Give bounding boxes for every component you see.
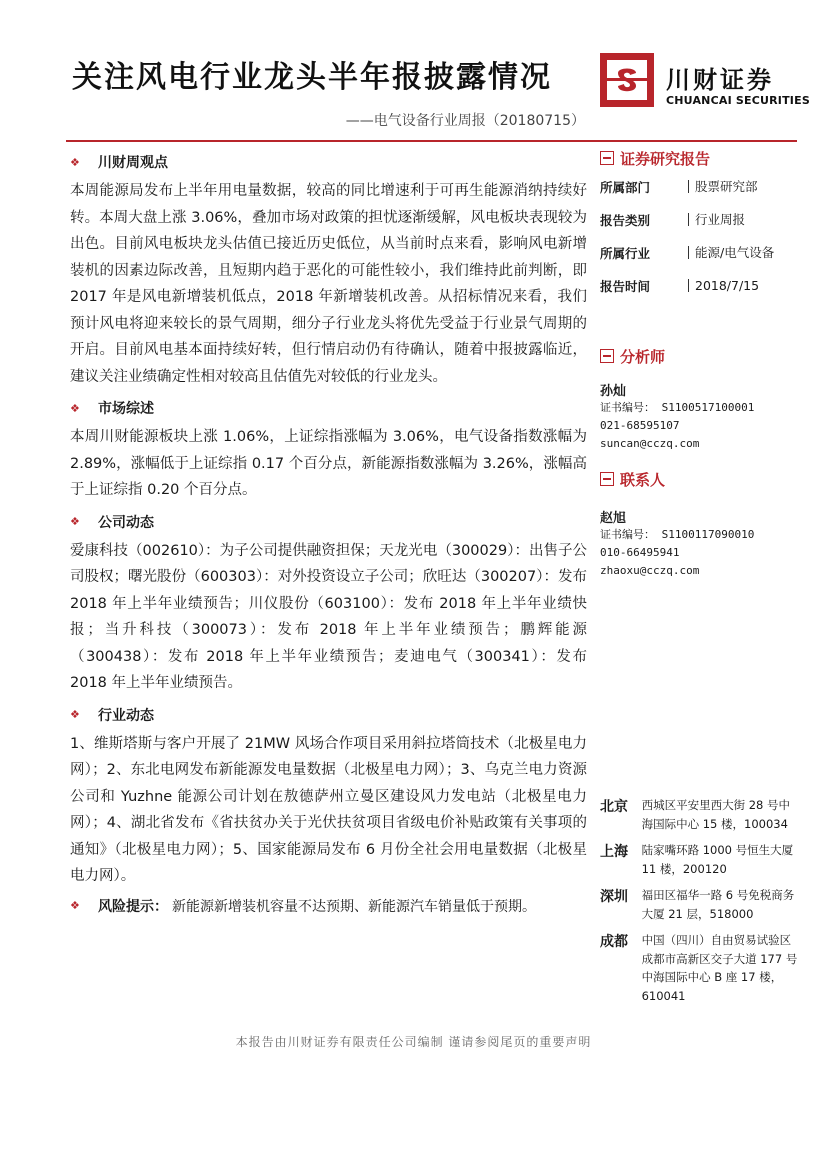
market-paragraph: 本周川财能源板块上涨 1.06%，上证综指涨幅为 3.06%，电气设备指数涨幅为 2.89%，涨幅低于上证综指 0.17 个百分点，新能源指数涨幅为 3.26%，涨幅高于上证综指 0.20 个百分点。	[70, 429, 587, 498]
sidebar-heading-text: 证券研究报告	[620, 149, 711, 168]
analyst-heading	[600, 344, 800, 368]
sidebar-heading-text: 分析师	[620, 347, 666, 366]
section-title: 行业动态	[98, 707, 154, 724]
analyst-phone: 021-68595107	[600, 419, 680, 432]
office-address: 西城区平安里西大街 28 号中海国际中心 15 楼，100034	[641, 798, 791, 831]
analyst-email[interactable]: suncan@cczq.com	[600, 437, 700, 450]
office-shanghai	[600, 841, 800, 878]
office-address: 陆家嘴环路 1000 号恒生大厦 11 楼，200120	[641, 843, 794, 876]
report-subtitle: ——电气设备行业周报（20180715）	[345, 113, 585, 129]
risk-warning	[70, 896, 587, 916]
analyst-icon	[600, 349, 614, 363]
section-title: 川财周观点	[98, 155, 168, 171]
industry-paragraph: 1、维斯塔斯与客户开展了 21MW 风场合作项目采用斜拉塔筒技术（北极星电力网）；2、东北电网发布新能源发电量数据（北极星电力网）；3、乌克兰电力资源公司和 Yuzhne 能源公司计划在敖德萨州立曼区建设风力发电站（北极星电力网）；4、湖北省发布《省扶贫办关于光伏扶贫项目省级电价补贴政策有关事项的通知》（北极星电力网）；5、国家能源局发布 6 月份全社会用电量数据（北极星电力网）。	[70, 735, 587, 884]
contact-cert: 证书编号： S1100117090010	[600, 528, 755, 541]
info-row-industry	[600, 236, 800, 269]
chuancai-logo-icon	[600, 53, 654, 107]
sidebar-heading-text: 联系人	[620, 470, 666, 489]
office-city: 北京	[600, 799, 628, 815]
info-value: 能源/电气设备	[688, 246, 774, 259]
section-heading-company	[70, 510, 587, 534]
section-heading-market	[70, 396, 587, 420]
report-icon	[600, 151, 614, 165]
office-address: 福田区福华一路 6 号免税商务大厦 21 层，518000	[641, 888, 795, 921]
diamond-bullet-icon: ❖	[70, 155, 80, 169]
info-label: 报告类别	[600, 212, 651, 228]
diamond-bullet-icon: ❖	[70, 401, 80, 415]
office-city: 上海	[600, 844, 628, 860]
section-heading-view	[70, 150, 587, 174]
info-row-department	[600, 170, 800, 203]
contact-name: 赵旭	[600, 511, 627, 526]
info-value: 股票研究部	[688, 180, 758, 193]
info-value: 2018/7/15	[688, 279, 759, 292]
info-row-date	[600, 269, 800, 302]
view-paragraph: 本周能源局发布上半年用电量数据，较高的同比增速利于可再生能源消纳持续好转。本周大盘上涨 3.06%，叠加市场对政策的担忧逐渐缓解，风电板块表现较为出色。目前风电板块龙头估值已接近历史低位，从当前时点来看，影响风电新增装机的因素边际改善，且短期内趋于恶化的可能性较小，我们维持此前判断，即 2017 年是风电新增装机低点，2018 年新增装机改善。从招标情况来看，我们预计风电将迎来较长的景气周期，细分子行业龙头将优先受益于行业景气周期的开启。目前风电基本面持续好转，但行情启动仍有待确认，随着中报披露临近，建议关注业绩确定性相对较高且估值先对较低的行业龙头。	[70, 183, 587, 385]
diamond-bullet-icon: ❖	[70, 515, 80, 528]
office-beijing	[600, 796, 800, 833]
office-address: 中国（四川）自由贸易试验区成都市高新区交子大道 177 号中海国际中心 B 座 17 楼，610041	[641, 933, 798, 1003]
info-row-category	[600, 203, 800, 236]
analyst-cert: 证书编号： S1100517100001	[600, 401, 755, 414]
risk-label: 风险提示：	[98, 898, 168, 915]
main-column	[70, 148, 587, 916]
office-city: 深圳	[600, 889, 628, 905]
page-footer: 本报告由川财证券有限责任公司编制 谨请参阅尾页的重要声明	[235, 1035, 592, 1049]
info-label: 所属行业	[600, 245, 651, 261]
section-title: 市场综述	[98, 401, 154, 417]
info-value: 行业周报	[688, 213, 745, 226]
brand-name-en: CHUANCAI SECURITIES	[666, 94, 810, 107]
contact-phone: 010-66495941	[600, 546, 680, 559]
info-label: 报告时间	[600, 278, 651, 294]
office-shenzhen	[600, 886, 800, 923]
sidebar	[600, 146, 800, 580]
company-paragraph: 爱康科技（002610）：为子公司提供融资担保；天龙光电（300029）：出售子公司股权；曙光股份（600303）：对外投资设立子公司；欣旺达（300207）：发布 2018 年上半年业绩预告；川仪股份（603100）：发布 2018 年上半年业绩快报；当升科技（300073）：发布 2018 年上半年业绩预告；鹏辉能源（300438）：发布 2018 年上半年业绩预告；麦迪电气（300341）：发布 2018 年上半年业绩预告。	[70, 542, 587, 691]
office-chengdu	[600, 931, 800, 1005]
section-title: 公司动态	[98, 514, 154, 531]
report-title: 关注风电行业龙头半年报披露情况	[72, 60, 552, 95]
brand-name-cn: 川财证券	[666, 66, 774, 94]
info-label: 所属部门	[600, 179, 651, 195]
office-city: 成都	[600, 934, 628, 950]
office-addresses	[600, 796, 800, 1013]
report-info-heading	[600, 146, 800, 170]
analyst-name: 孙灿	[600, 384, 627, 399]
header-divider	[66, 140, 797, 142]
contact-icon	[600, 472, 614, 486]
contact-email[interactable]: zhaoxu@cczq.com	[600, 564, 700, 577]
diamond-bullet-icon: ❖	[70, 708, 80, 721]
contact-heading	[600, 467, 800, 491]
section-heading-industry	[70, 703, 587, 727]
diamond-bullet-icon: ❖	[70, 899, 80, 912]
risk-text: 新能源新增装机容量不达预期、新能源汽车销量低于预期。	[172, 898, 536, 915]
